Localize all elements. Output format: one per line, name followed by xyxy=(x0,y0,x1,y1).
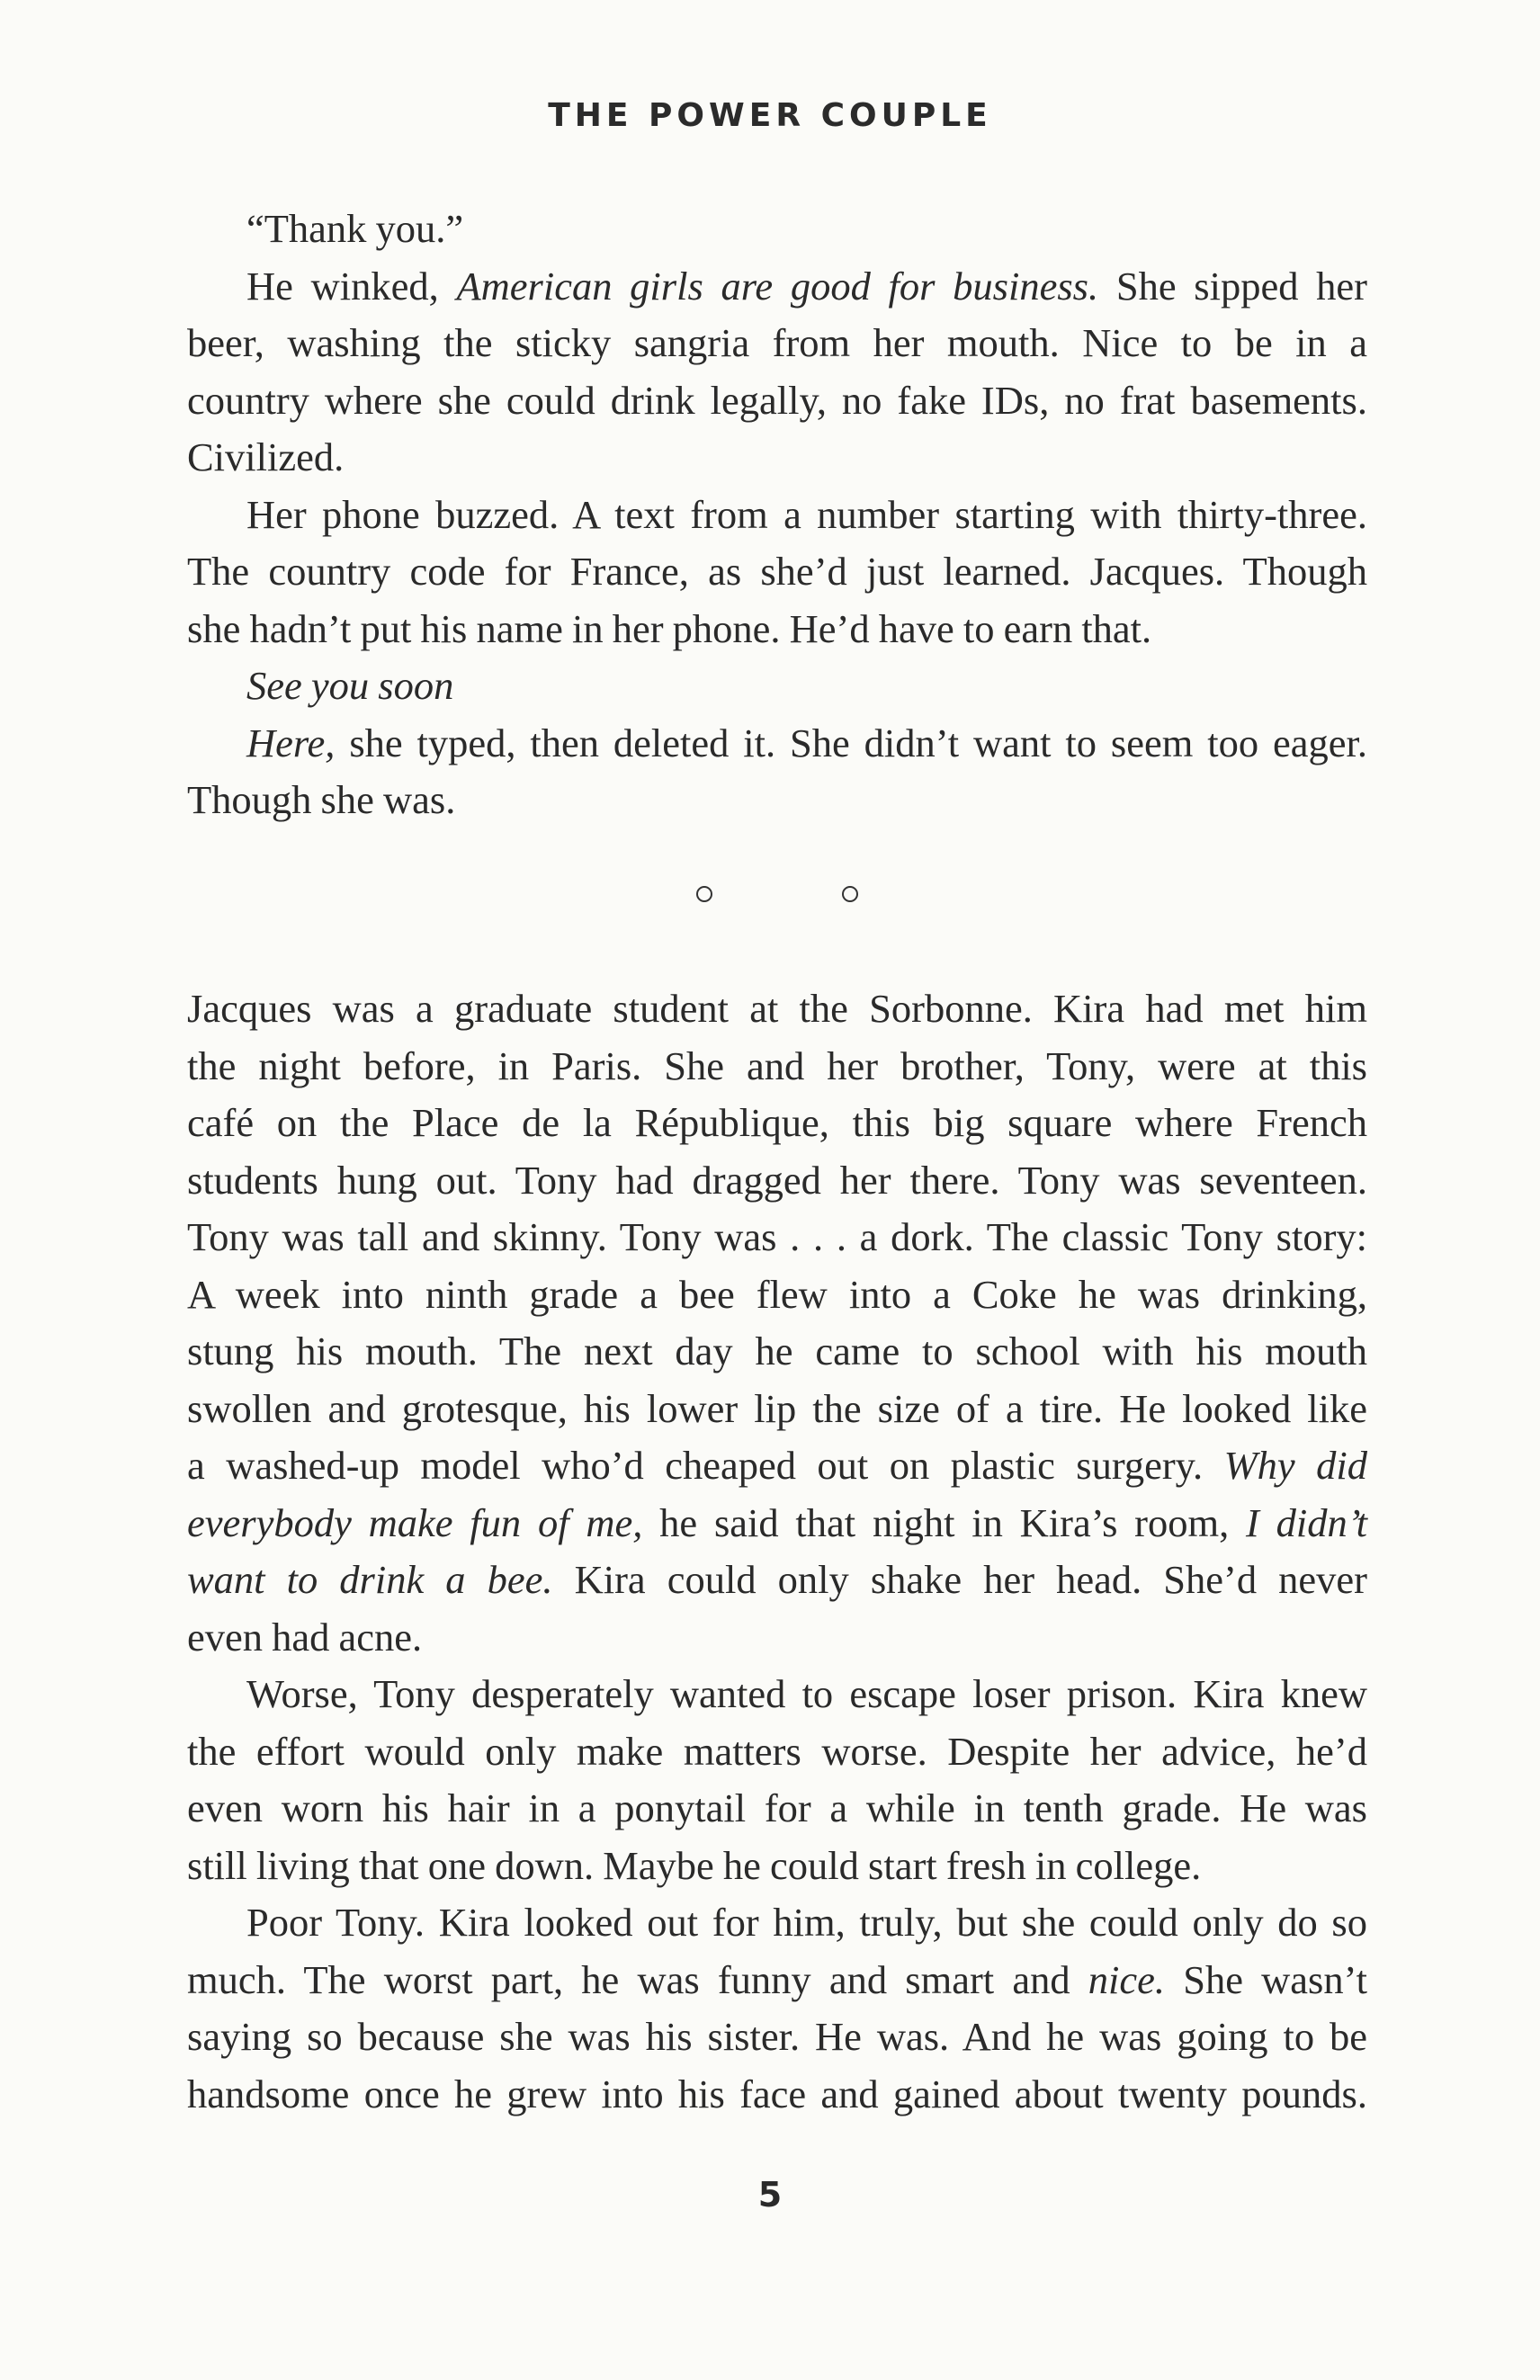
section-break-ornament xyxy=(0,886,1540,913)
text-message: See you soon xyxy=(246,663,454,708)
text-line: Tony was tall and skinny. Tony was . . . a dork. The classic Tony story: xyxy=(187,1214,1367,1259)
text-section-2 xyxy=(187,980,1367,2123)
text-line: students hung out. Tony had dragged her there. Tony was seventeen. xyxy=(187,1157,1367,1203)
text-line: The country code for France, as she’d just learned. Jacques. Though xyxy=(187,549,1367,594)
text-line: swollen and grotesque, his lower lip the size of a tire. He looked like xyxy=(187,1385,1367,1431)
italic-word: nice. xyxy=(1088,1956,1166,2002)
text-line: country where she could drink legally, no fake IDs, no frat basements. xyxy=(187,377,1367,423)
italic-phrase: want to drink a bee. xyxy=(187,1557,553,1602)
italic-phrase: American girls are good for business. xyxy=(456,263,1099,309)
text-line: A week into ninth grade a bee flew into a Coke he was drinking, xyxy=(187,1271,1367,1317)
text-line: handsome once he grew into his face and gained about twenty pounds. xyxy=(187,2071,1367,2116)
italic-phrase: everybody make fun of me, xyxy=(187,1499,643,1545)
text-line: He winked, American girls are good for business. She sipped her xyxy=(246,263,1367,309)
text-line: still living that one down. Maybe he could start fresh in college. xyxy=(187,1842,1202,1888)
text-section-1 xyxy=(187,201,1367,829)
italic-phrase: Why did xyxy=(1223,1443,1367,1488)
text-line: the effort would only make matters worse. Despite her advice, he’d xyxy=(187,1728,1367,1774)
italic-phrase: I didn’t xyxy=(1246,1499,1368,1545)
text-line: beer, washing the sticky sangria from her mouth. Nice to be in a xyxy=(187,320,1367,365)
text-line: saying so because she was his sister. He was. And he was going to be xyxy=(187,2014,1367,2059)
text-line: she hadn’t put his name in her phone. He’d have to earn that. xyxy=(187,605,1152,651)
text-line: Poor Tony. Kira looked out for him, truly, but she could only do so xyxy=(246,1900,1367,1945)
text-line: a washed-up model who’d cheaped out on plastic surgery. Why did xyxy=(187,1443,1367,1488)
text-line: stung his mouth. The next day he came to school with his mouth xyxy=(187,1329,1367,1373)
text-line: much. The worst part, he was funny and smart and nice. She wasn’t xyxy=(187,1956,1367,2002)
text-line: everybody make fun of me, he said that night in Kira’s room, I didn’t xyxy=(187,1499,1368,1545)
page-number: 5 xyxy=(757,2175,783,2214)
text-line: Worse, Tony desperately wanted to escape loser prison. Kira knew xyxy=(246,1671,1367,1716)
text-line: Jacques was a graduate student at the Sorbonne. Kira had met him xyxy=(187,986,1367,1031)
text-line: want to drink a bee. Kira could only shake her head. She’d never xyxy=(187,1557,1367,1602)
text-line: even had acne. xyxy=(187,1614,423,1660)
ornament-circle-icon xyxy=(842,886,858,902)
text-line: the night before, in Paris. She and her brother, Tony, were at this xyxy=(187,1042,1367,1088)
text-line: even worn his hair in a ponytail for a while in tenth grade. He was xyxy=(187,1785,1367,1830)
text-line: Her phone buzzed. A text from a number starting with thirty-three. xyxy=(246,491,1367,537)
text-line: Civilized. xyxy=(187,434,345,479)
text-line: café on the Place de la République, this big square where French xyxy=(187,1100,1367,1145)
ornament-circle-icon xyxy=(696,886,712,902)
text-line: “Thank you.” xyxy=(246,206,464,251)
text-line: Here, she typed, then deleted it. She didn’t want to seem too eager. xyxy=(246,720,1367,765)
text-line: Though she was. xyxy=(187,777,456,822)
italic-word: Here, xyxy=(246,720,336,765)
running-header: THE POWER COUPLE xyxy=(548,97,992,134)
text-line xyxy=(187,658,1367,715)
